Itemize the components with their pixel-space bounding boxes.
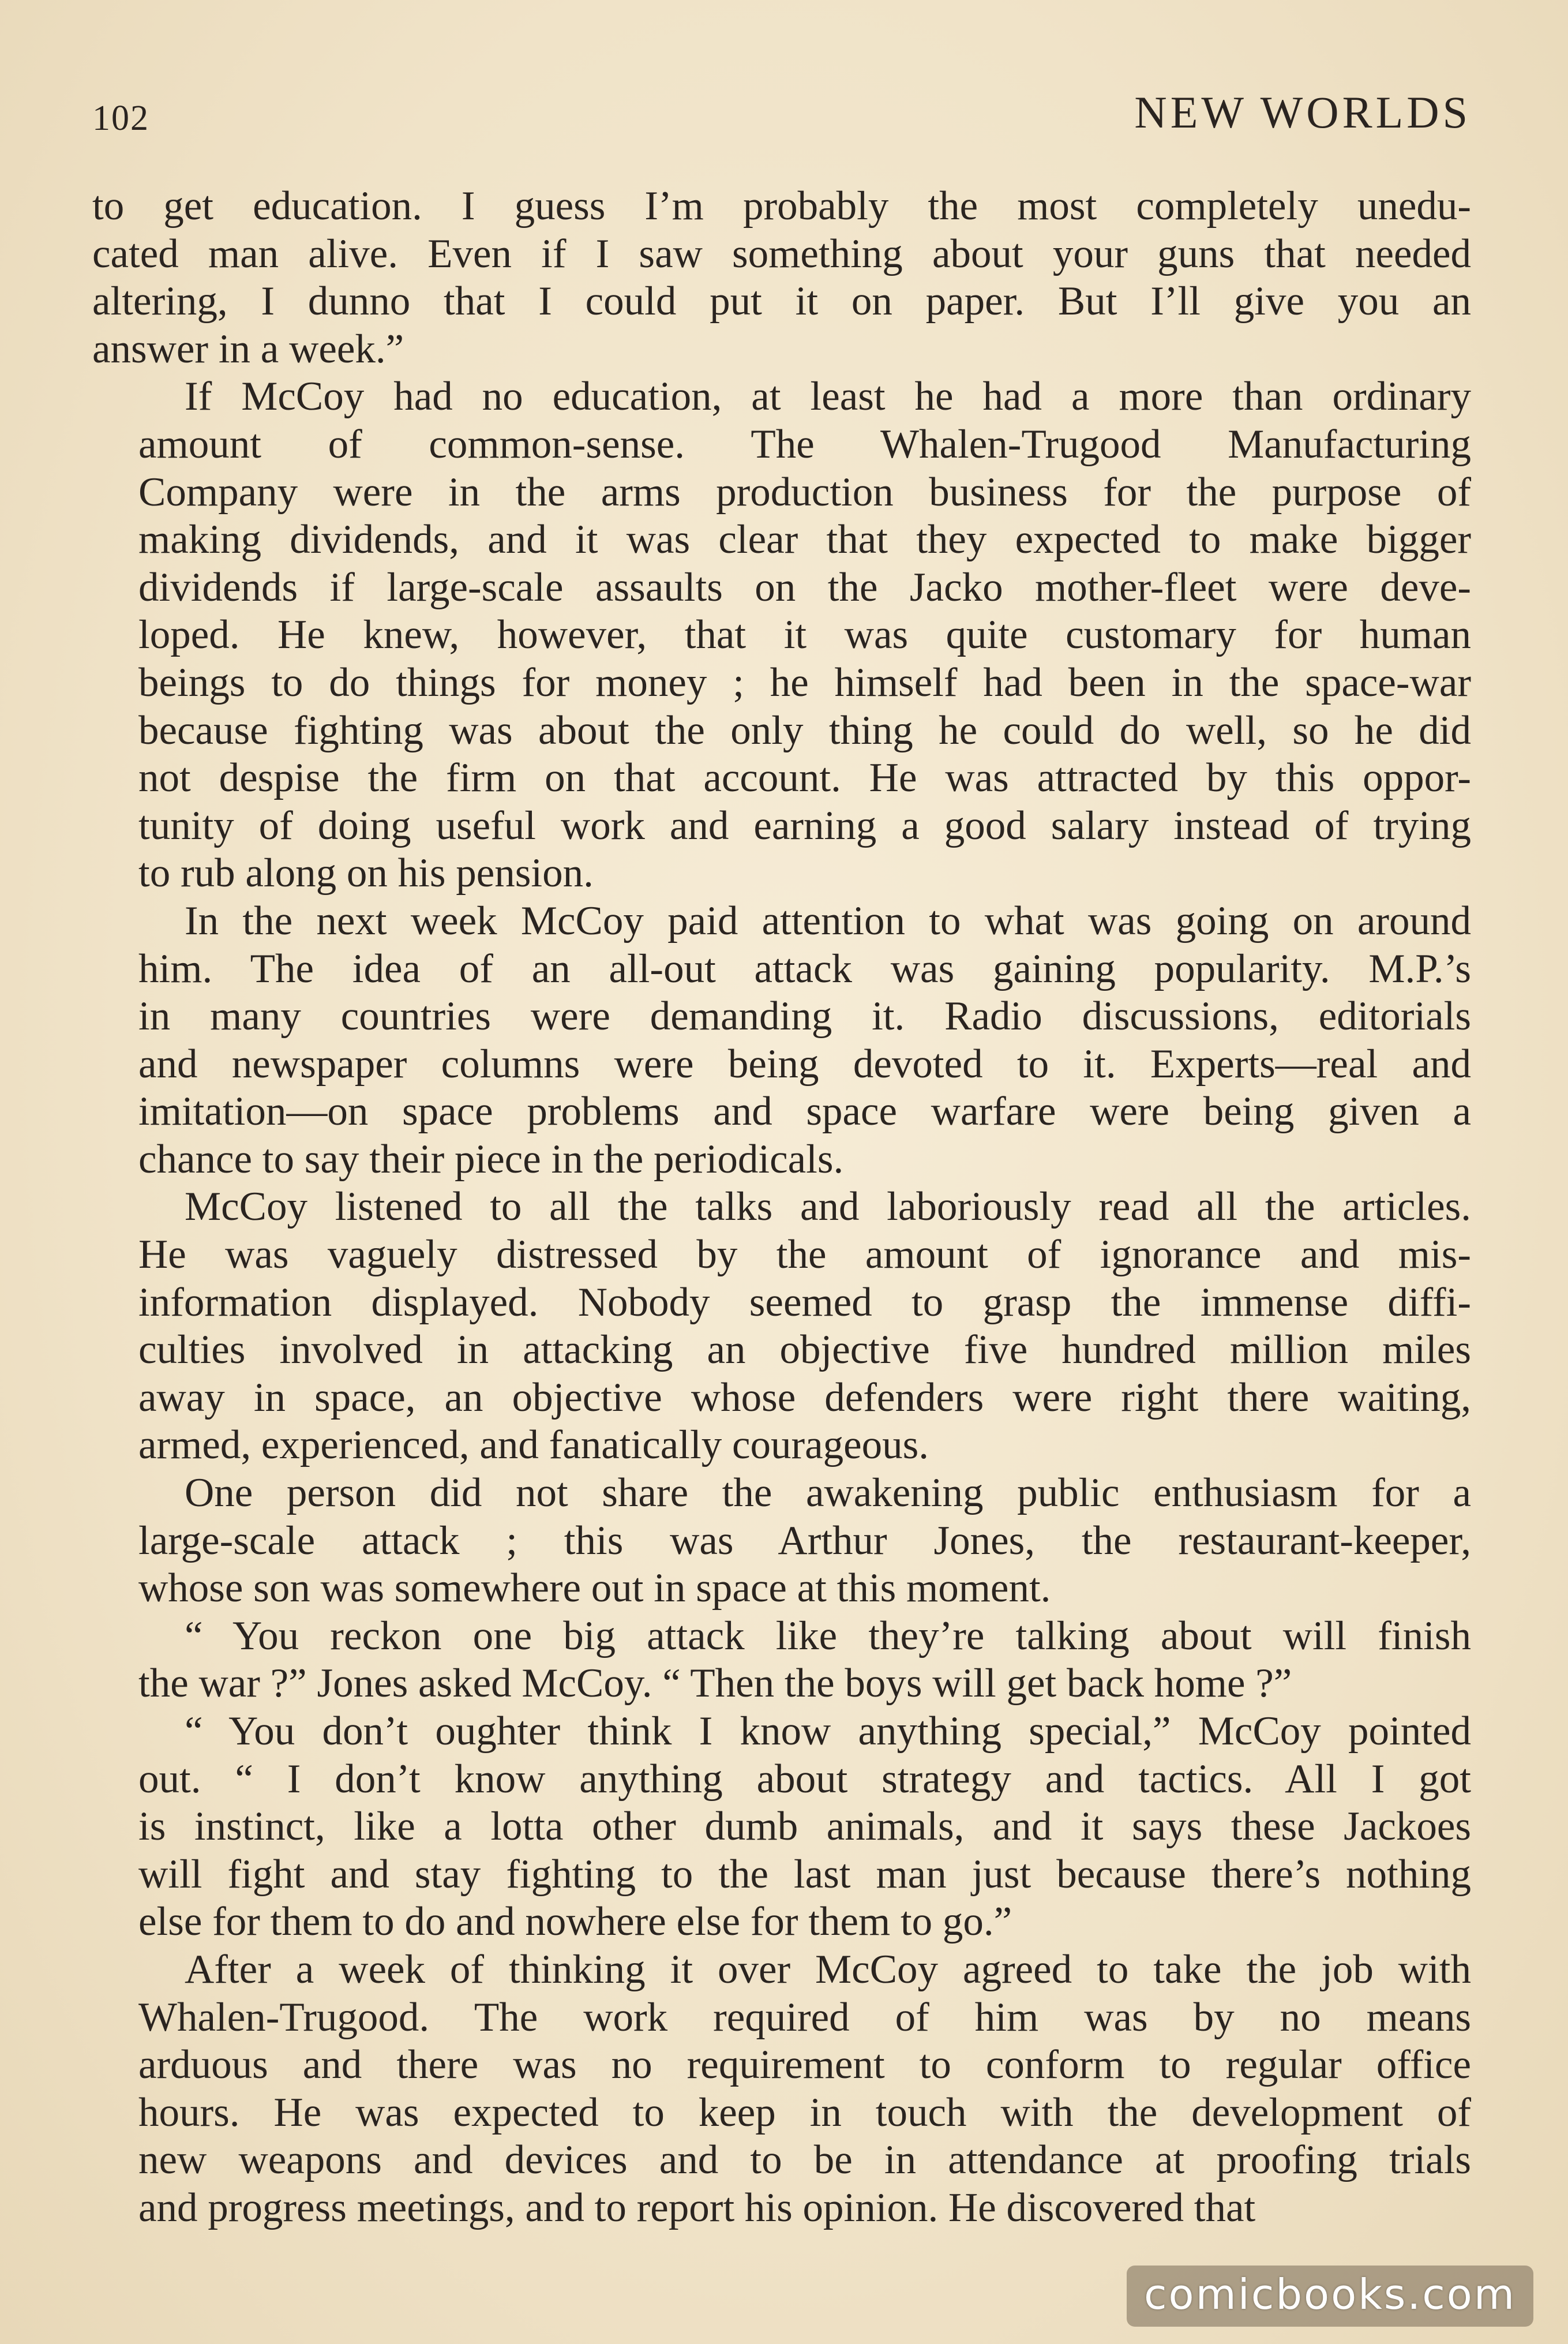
text-line: in many countries were demanding it. Radio discussions, editorials [138,994,1471,1039]
text-line: making dividends, and it was clear that they expected to make bigger [138,517,1471,563]
text-line: After a week of thinking it over McCoy agreed to take the job with [185,1946,1471,1992]
text-line: away in space, an objective whose defenders were right there waiting, [138,1375,1471,1420]
paragraph [92,373,1471,897]
text-line: beings to do things for money ; he himself had been in the space-war [138,660,1471,705]
text-line: altering, I dunno that I could put it on paper. But I’ll give you an [92,279,1471,324]
text-line: He was vaguely distressed by the amount of ignorance and mis- [138,1232,1471,1278]
text-line: imitation—on space problems and space warfare were being given a [138,1089,1471,1134]
text-line: whose son was somewhere out in space at this moment. [138,1566,1051,1611]
page-number: 102 [92,99,149,138]
text-line: Whalen-Trugood. The work required of him was by no means [138,1994,1471,2040]
text-line: and newspaper columns were being devoted to it. Experts—real and [138,1041,1471,1087]
text-line: is instinct, like a lotta other dumb animals, and it says these Jackoes [138,1804,1471,1849]
text-line: to get education. I guess I’m probably the most completely unedu- [92,184,1471,229]
text-line: and progress meetings, and to report his opinion. He discovered that [138,2185,1256,2230]
text-line: large-scale attack ; this was Arthur Jones, the restaurant-keeper, [138,1518,1471,1563]
paragraph [92,1708,1471,1946]
text-line: hours. He was expected to keep in touch with the development of [138,2090,1471,2135]
text-line: information displayed. Nobody seemed to grasp the immense diffi- [138,1279,1471,1325]
running-head: NEW WORLDS [1134,87,1471,137]
watermark: comicbooks.com [1127,2266,1533,2327]
text-line: the war ?” Jones asked McCoy. “ Then the boys will get back home ?” [138,1661,1292,1706]
text-line: dividends if large-scale assaults on the Jacko mother-fleet were deve- [138,564,1471,610]
text-line: not despise the firm on that account. He was attracted by this oppor- [138,755,1471,801]
page-header [92,87,1471,150]
text-line: chance to say their piece in the periodicals. [138,1136,844,1182]
paragraph [92,182,1471,373]
text-line: “ You reckon one big attack like they’re talking about will finish [185,1613,1471,1658]
text-line: “ You don’t oughter think I know anything special,” McCoy pointed [185,1709,1471,1754]
text-line: else for them to do and nowhere else for them to go.” [138,1899,1012,1945]
text-line: to rub along on his pension. [138,851,594,896]
text-line: culties involved in attacking an objective five hundred million miles [138,1327,1471,1373]
text-line: One person did not share the awakening public enthusiasm for a [185,1470,1471,1516]
text-line: out. “ I don’t know anything about strategy and tactics. All I got [138,1756,1471,1802]
paragraph [92,1946,1471,2232]
text-line: Company were in the arms production business for the purpose of [138,469,1471,515]
paragraph [92,1612,1471,1708]
paragraph [92,897,1471,1184]
text-line: him. The idea of an all-out attack was gaining popularity. M.P.’s [138,946,1471,991]
text-line: because fighting was about the only thing he could do well, so he did [138,707,1471,753]
paragraph [92,1469,1471,1612]
body-text [92,182,1471,2232]
text-line: new weapons and devices and to be in attendance at proofing trials [138,2137,1471,2183]
text-line: arduous and there was no requirement to conform to regular office [138,2042,1471,2088]
text-line: cated man alive. Even if I saw something about your guns that needed [92,231,1471,276]
paragraph [92,1183,1471,1469]
text-line: If McCoy had no education, at least he had a more than ordinary [185,374,1471,420]
text-line: In the next week McCoy paid attention to what was going on around [185,898,1471,943]
text-line: armed, experienced, and fanatically courageous. [138,1422,929,1468]
text-line: tunity of doing useful work and earning a good salary instead of trying [138,803,1471,848]
text-line: amount of common-sense. The Whalen-Trugood Manufacturing [138,421,1471,467]
text-line: answer in a week.” [92,326,404,372]
text-line: McCoy listened to all the talks and laboriously read all the articles. [185,1184,1471,1230]
text-line: loped. He knew, however, that it was quite customary for human [138,612,1471,658]
text-line: will fight and stay fighting to the last man just because there’s nothing [138,1851,1471,1897]
